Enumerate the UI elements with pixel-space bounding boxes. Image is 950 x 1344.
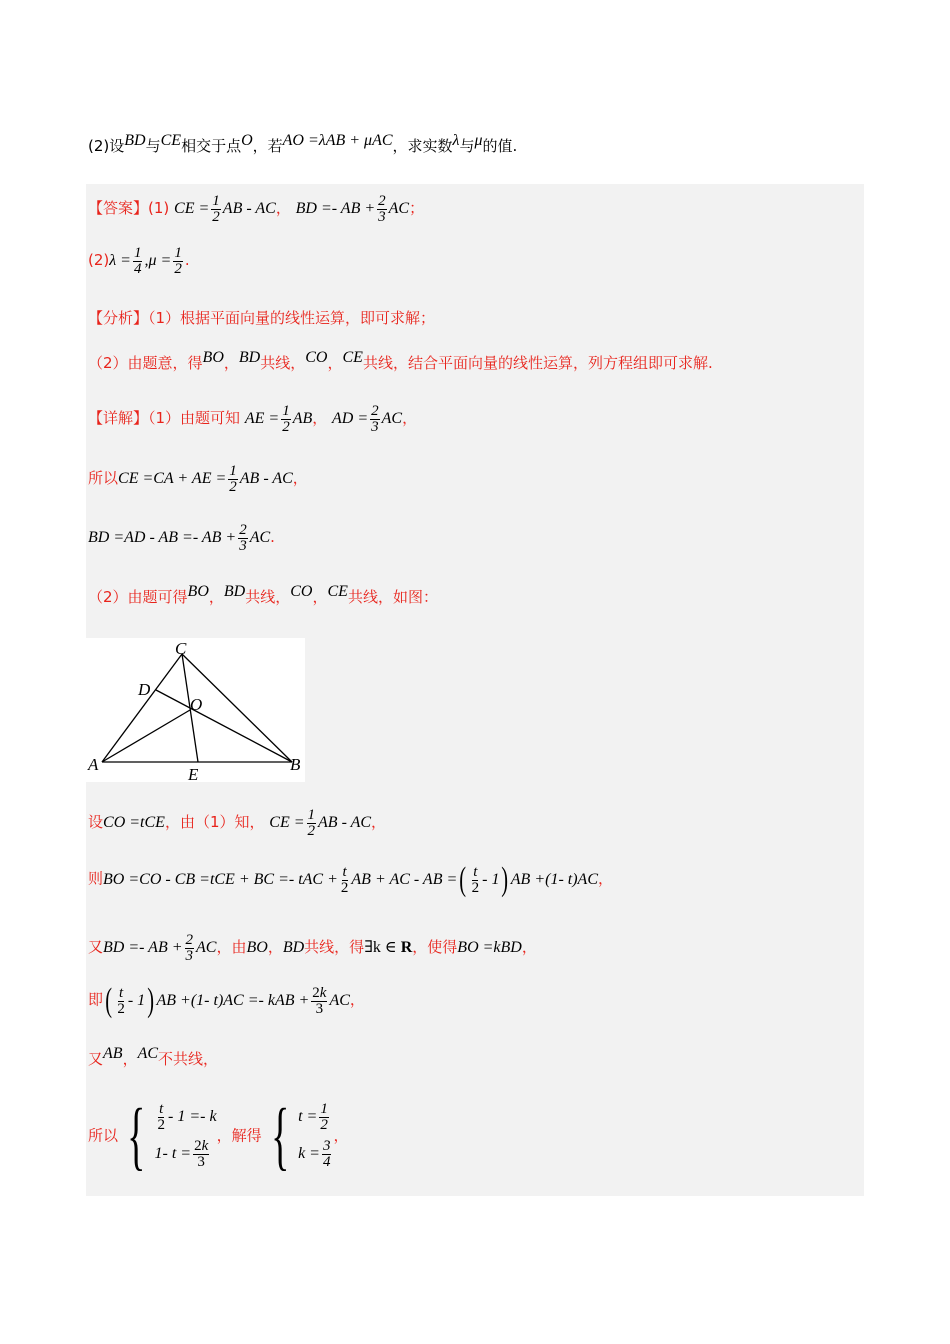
analysis-line-2: （2）由题意，得BO，BD共线，CO，CE共线，结合平面向量的线性运算，列方程组即可求解. xyxy=(88,349,713,372)
answer-line-2: (2)λ = $\frac{1}{4}$ ,μ = $\frac{1}{2}$ . xyxy=(88,245,190,277)
question-line: (2)设BD与CE相交于点O，若AO =λAB + μAC，求实数λ与μ的值. xyxy=(88,132,518,155)
side-ac xyxy=(102,654,182,762)
detail-line-10: 所以 { $\frac{t}{2}$ - 1 =- k 1- t = $\frac{2k}{3}$ ，解得 { t = $\frac{1}{2}$ k = $\frac{3}{4}$ ， xyxy=(88,1094,349,1178)
segment-bd xyxy=(156,690,292,762)
detail-line-6: 则BO =CO - CB =tCE + BC =- tAC + $\frac{t}{2}$ AB + AC - AB =( $\frac{t}{2}$ - 1) AB +(1- t)AC， xyxy=(88,861,613,898)
label-e: E xyxy=(188,765,199,782)
detail-line-1: 【详解】（1）由题可知 AE = $\frac{1}{2}$ AB， AD = $\frac{2}{3}$ AC， xyxy=(88,403,418,435)
label-c: C xyxy=(175,639,187,658)
label-a: A xyxy=(88,755,99,774)
detail-line-4: （2）由题可得BO，BD共线，CO，CE共线，如图： xyxy=(88,583,438,606)
segment-ao xyxy=(102,710,190,762)
label-d: D xyxy=(138,680,151,699)
triangle-diagram xyxy=(86,638,305,782)
answer-line-1: 【答案】(1) CE = $\frac{1}{2}$ AB - AC， BD =- AB + $\frac{2}{3}$ AC； xyxy=(88,193,425,225)
triangle-figure xyxy=(86,638,305,782)
detail-line-7: 又BD =- AB + $\frac{2}{3}$ AC，由BO，BD共线，得∃k ∈ R，使得BO =kBD， xyxy=(88,932,537,964)
label-o: O xyxy=(190,695,203,714)
analysis-line-1: 【分析】（1）根据平面向量的线性运算，即可求解； xyxy=(88,309,436,327)
detail-line-5: 设CO =tCE，由（1）知， CE = $\frac{1}{2}$ AB - AC， xyxy=(88,807,387,839)
detail-line-8: 即( $\frac{t}{2}$ - 1) AB +(1- t)AC =- kAB + $\frac{2k}{3}$ AC， xyxy=(88,982,365,1019)
label-b: B xyxy=(290,755,301,774)
detail-line-2: 所以CE =CA + AE = $\frac{1}{2}$ AB - AC， xyxy=(88,463,308,495)
detail-line-9: 又AB，AC不共线， xyxy=(88,1045,219,1068)
detail-line-3: BD =AD - AB =- AB + $\frac{2}{3}$ AC. xyxy=(88,522,275,554)
